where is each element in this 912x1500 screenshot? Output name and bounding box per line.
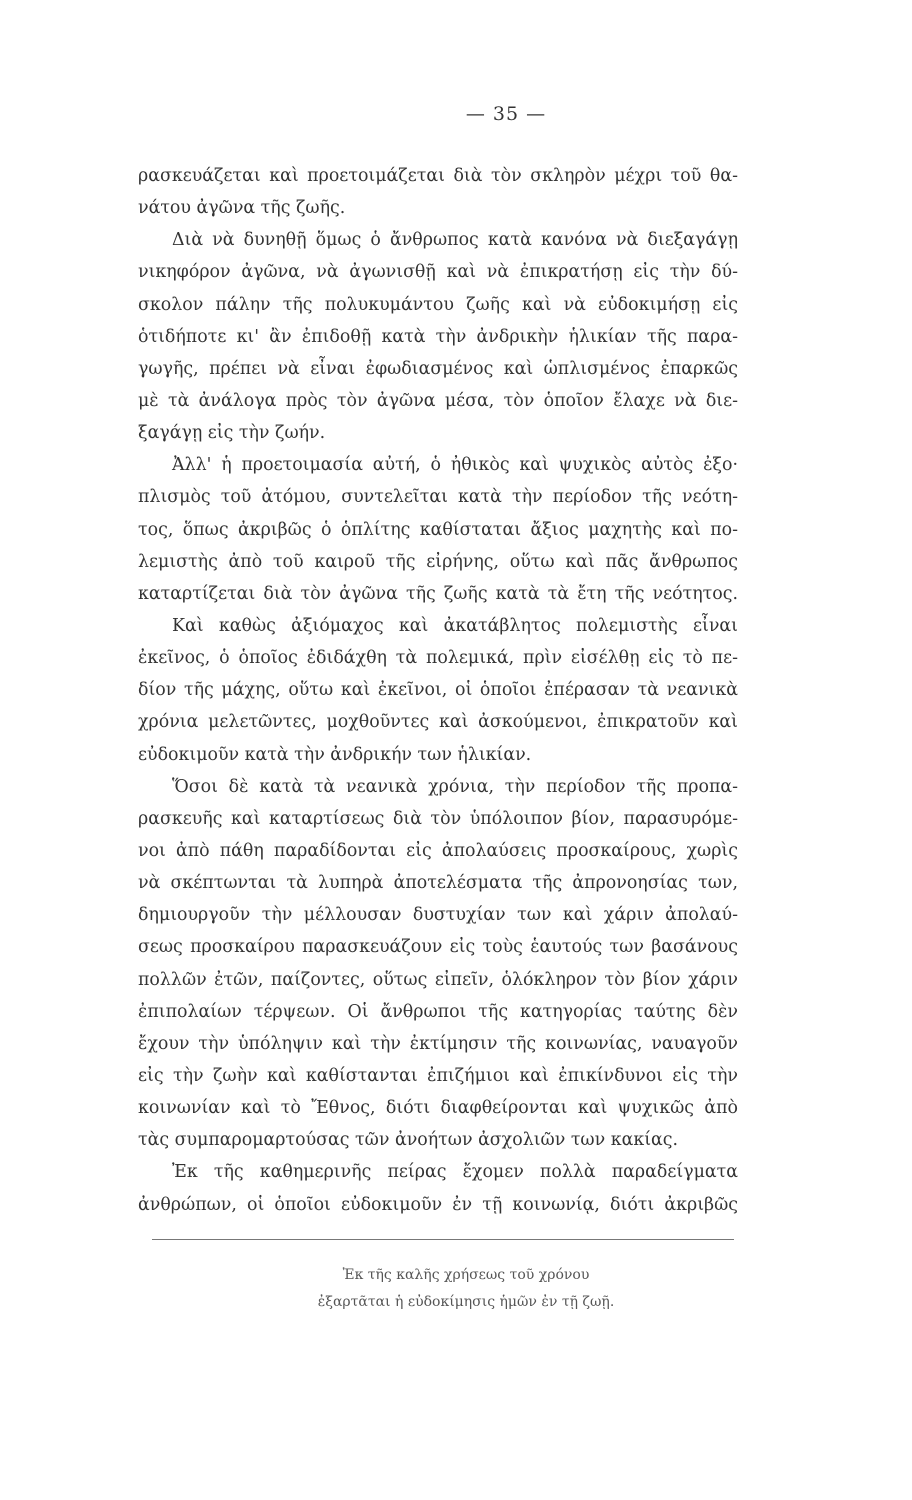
- text-line: τος, ὅπως ἀκριβῶς ὁ ὁπλίτης καθίσταται ἄξιος μαχητὴς καὶ πο-: [138, 519, 738, 540]
- text-line: γωγῆς, πρέπει νὰ εἶναι ἐφωδιασμένος καὶ ὡπλισμένος ἐπαρκῶς: [138, 358, 738, 379]
- text-line: Ἀλλ' ἡ προετοιμασία αὐτή, ὁ ἠθικὸς καὶ ψυχικὸς αὐτὸς ἐξο·: [172, 455, 738, 476]
- text-line: ὁτιδήποτε κι' ἂν ἐπιδοθῇ κατὰ τὴν ἀνδρικὴν ἡλικίαν τῆς παρα-: [138, 326, 738, 347]
- footnote-line: ἐξαρτᾶται ἡ εὐδοκίμησις ἡμῶν ἐν τῇ ζωῇ.: [317, 1294, 615, 1310]
- text-line: σκολον πάλην τῆς πολυκυμάντου ζωῆς καὶ νὰ εὐδοκιμήσῃ εἰς: [138, 294, 738, 315]
- text-line: τὰς συμπαρομαρτούσας τῶν ἀνοήτων ἀσχολιῶν των κακίας.: [138, 1130, 679, 1151]
- text-line: καταρτίζεται διὰ τὸν ἀγῶνα τῆς ζωῆς κατὰ τὰ ἔτη τῆς νεότητος.: [138, 583, 738, 604]
- text-line: πλισμὸς τοῦ ἀτόμου, συντελεῖται κατὰ τὴν περίοδον τῆς νεότη-: [138, 487, 738, 508]
- text-line: κοινωνίαν καὶ τὸ Ἔθνος, διότι διαφθείρονται καὶ ψυχικῶς ἀπὸ: [138, 1098, 738, 1119]
- text-line: νοι ἀπὸ πάθη παραδίδονται εἰς ἀπολαύσεις προσκαίρους, χωρὶς: [138, 840, 738, 861]
- text-line: εὐδοκιμοῦν κατὰ τὴν ἀνδρικήν των ἡλικίαν.: [138, 744, 532, 765]
- text-line: δίον τῆς μάχης, οὕτω καὶ ἐκεῖνοι, οἱ ὁποῖοι ἐπέρασαν τὰ νεανικὰ: [138, 680, 738, 701]
- text-line: ἐκεῖνος, ὁ ὁποῖος ἐδιδάχθη τὰ πολεμικά, πρὶν εἰσέλθῃ εἰς τὸ πε-: [138, 648, 738, 669]
- text-line: ἔχουν τὴν ὑπόληψιν καὶ τὴν ἐκτίμησιν τῆς κοινωνίας, ναυαγοῦν: [138, 1033, 738, 1054]
- text-line: λεμιστὴς ἀπὸ τοῦ καιροῦ τῆς εἰρήνης, οὕτω καὶ πᾶς ἄνθρωπος: [138, 551, 738, 572]
- text-line: χρόνια μελετῶντες, μοχθοῦντες καὶ ἀσκούμενοι, ἐπικρατοῦν καὶ: [138, 712, 738, 733]
- text-line: νάτου ἀγῶνα τῆς ζωῆς.: [138, 198, 346, 219]
- text-line: νικηφόρον ἀγῶνα, νὰ ἀγωνισθῇ καὶ νὰ ἐπικρατήσῃ εἰς τὴν δύ-: [138, 262, 738, 283]
- text-line: ξαγάγῃ εἰς τὴν ζωήν.: [138, 423, 326, 444]
- text-line: Διὰ νὰ δυνηθῇ ὅμως ὁ ἄνθρωπος κατὰ κανόνα νὰ διεξαγάγῃ: [172, 230, 738, 251]
- footnote: [0, 1262, 912, 1316]
- text-line: ἐπιπολαίων τέρψεων. Οἱ ἄνθρωποι τῆς κατηγορίας ταύτης δὲν: [138, 1001, 738, 1022]
- text-line: νὰ σκέπτωνται τὰ λυπηρὰ ἀποτελέσματα τῆς ἀπρονοησίας των,: [138, 873, 738, 894]
- footnote-divider: [152, 1239, 734, 1240]
- body-text: [138, 160, 738, 1221]
- text-line: δημιουργοῦν τὴν μέλλουσαν δυστυχίαν των καὶ χάριν ἀπολαύ-: [138, 905, 738, 926]
- text-line: Ὅσοι δὲ κατὰ τὰ νεανικὰ χρόνια, τὴν περίοδον τῆς προπα-: [172, 776, 738, 797]
- text-line: πολλῶν ἐτῶν, παίζοντες, οὕτως εἰπεῖν, ὁλόκληρον τὸν βίον χάριν: [138, 969, 738, 990]
- text-line: εἰς τὴν ζωὴν καὶ καθίστανται ἐπιζήμιοι καὶ ἐπικίνδυνοι εἰς τὴν: [138, 1065, 738, 1086]
- text-line: Καὶ καθὼς ἀξιόμαχος καὶ ἀκατάβλητος πολεμιστὴς εἶναι: [172, 615, 738, 636]
- footnote-line: Ἐκ τῆς καλῆς χρήσεως τοῦ χρόνου: [342, 1267, 590, 1283]
- text-line: ρασκευῆς καὶ καταρτίσεως διὰ τὸν ὑπόλοιπον βίον, παρασυρόμε-: [138, 808, 738, 829]
- text-line: ἀνθρώπων, οἱ ὁποῖοι εὐδοκιμοῦν ἐν τῇ κοινωνίᾳ, διότι ἀκριβῶς: [138, 1194, 738, 1215]
- page-number: — 35 —: [465, 103, 547, 125]
- text-line: Ἐκ τῆς καθημερινῆς πείρας ἔχομεν πολλὰ παραδείγματα: [172, 1162, 738, 1183]
- text-line: σεως προσκαίρου παρασκευάζουν εἰς τοὺς ἑαυτούς των βασάνους: [138, 937, 738, 958]
- text-line: μὲ τὰ ἀνάλογα πρὸς τὸν ἀγῶνα μέσα, τὸν ὁποῖον ἔλαχε νὰ διε-: [138, 390, 738, 411]
- text-line: ρασκευάζεται καὶ προετοιμάζεται διὰ τὸν σκληρὸν μέχρι τοῦ θα-: [138, 166, 738, 186]
